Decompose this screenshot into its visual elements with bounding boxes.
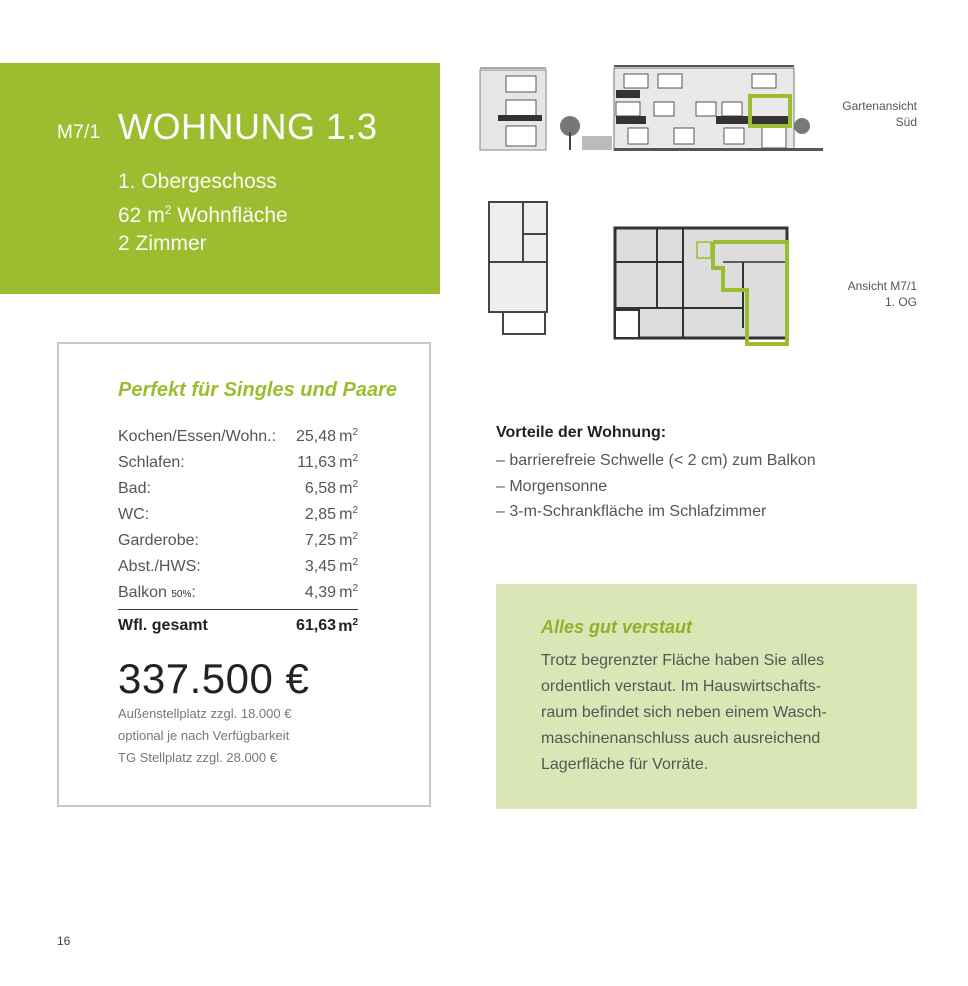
area-label: Wohnfläche bbox=[177, 204, 288, 227]
area-value: 62 m bbox=[118, 204, 165, 227]
area-sup: 2 bbox=[164, 203, 172, 217]
room-row bbox=[118, 576, 358, 602]
room-value: 7,25 bbox=[304, 532, 336, 549]
unit-summary bbox=[118, 168, 288, 258]
room-unit: $m^2$ bbox=[339, 505, 358, 523]
page-title: WOHNUNG 1.3 bbox=[118, 106, 378, 147]
room-value: 3,45 bbox=[304, 558, 336, 575]
total-label: Wfl. gesamt bbox=[118, 617, 208, 634]
room-value: 2,85 bbox=[304, 506, 336, 523]
garden-view-caption bbox=[820, 98, 917, 130]
parking-notes bbox=[118, 703, 291, 769]
room-name: Schlafen: bbox=[118, 454, 185, 471]
advantage-item: – barrierefreie Schwelle (< 2 cm) zum Balkon bbox=[496, 452, 816, 469]
balcony-percent-note: 50% bbox=[171, 589, 192, 600]
advantages-list bbox=[496, 448, 816, 525]
room-value: 6,58 bbox=[304, 480, 336, 497]
room-row bbox=[118, 420, 358, 446]
advantage-item: – 3-m-Schrankfläche im Schlafzimmer bbox=[496, 503, 767, 520]
panel-line: Lagerfläche für Vorräte. bbox=[541, 756, 709, 773]
total-row bbox=[118, 617, 358, 636]
room-row bbox=[118, 472, 358, 498]
room-name: Garderobe: bbox=[118, 532, 199, 549]
total-unit: $m^2$ bbox=[338, 617, 358, 635]
plan-view-caption bbox=[820, 278, 917, 310]
garden-caption-line1: Gartenansicht bbox=[842, 99, 917, 113]
advantage-item: – Morgensonne bbox=[496, 477, 608, 495]
panel-line: Trotz begrenzter Fläche haben Sie alles bbox=[541, 652, 825, 669]
room-value: 4,39 bbox=[304, 584, 336, 601]
plan-caption-line1: Ansicht M7/1 bbox=[847, 279, 917, 293]
note-line: Außenstellplatz zzgl. 18.000 € bbox=[118, 706, 292, 721]
room-unit: $m^2$ bbox=[339, 479, 358, 497]
box-heading: Perfekt für Singles und Paare bbox=[118, 379, 397, 401]
room-unit: $m^2$ bbox=[339, 453, 358, 471]
panel-line: maschinenanschluss auch ausreichend bbox=[541, 730, 821, 747]
room-unit: $m^2$ bbox=[339, 427, 358, 445]
room-name: Bad: bbox=[118, 480, 151, 497]
room-name: WC: bbox=[118, 506, 150, 523]
floorplan-drawing bbox=[483, 198, 793, 350]
total-divider bbox=[118, 609, 358, 610]
plan-caption-line2: 1. OG bbox=[884, 295, 917, 309]
advantages-title: Vorteile der Wohnung: bbox=[496, 424, 667, 441]
price: 337.500 € bbox=[118, 655, 310, 702]
total-value: 61,63 bbox=[295, 617, 336, 634]
room-value: 25,48 bbox=[295, 428, 336, 445]
garden-elevation-drawing bbox=[478, 60, 823, 156]
panel-heading: Alles gut verstaut bbox=[541, 617, 693, 637]
room-unit: $m^2$ bbox=[339, 557, 358, 575]
room-row bbox=[118, 550, 358, 576]
floor-label: 1. Obergeschoss bbox=[118, 170, 277, 193]
garden-caption-line2: Süd bbox=[895, 115, 917, 129]
rooms-label: 2 Zimmer bbox=[118, 232, 207, 255]
note-line: TG Stellplatz zzgl. 28.000 € bbox=[118, 750, 277, 765]
page-number: 16 bbox=[57, 934, 71, 948]
room-unit: $m^2$ bbox=[339, 531, 358, 549]
room-name: Balkon 50%: bbox=[118, 584, 196, 601]
room-value: 11,63 bbox=[297, 454, 336, 471]
note-line: optional je nach Verfügbarkeit bbox=[118, 728, 290, 743]
room-list bbox=[118, 420, 358, 602]
room-row bbox=[118, 446, 358, 472]
room-row bbox=[118, 498, 358, 524]
panel-line: raum befindet sich neben einem Wasch- bbox=[541, 704, 827, 721]
room-unit: $m^2$ bbox=[339, 583, 358, 601]
unit-code: M7/1 bbox=[57, 122, 101, 143]
room-row bbox=[118, 524, 358, 550]
area-line bbox=[118, 196, 288, 230]
room-name: Kochen/Essen/Wohn.: bbox=[118, 428, 277, 445]
panel-text bbox=[541, 648, 881, 778]
panel-line: ordentlich verstaut. Im Hauswirtschafts- bbox=[541, 678, 822, 695]
room-name: Abst./HWS: bbox=[118, 558, 201, 575]
